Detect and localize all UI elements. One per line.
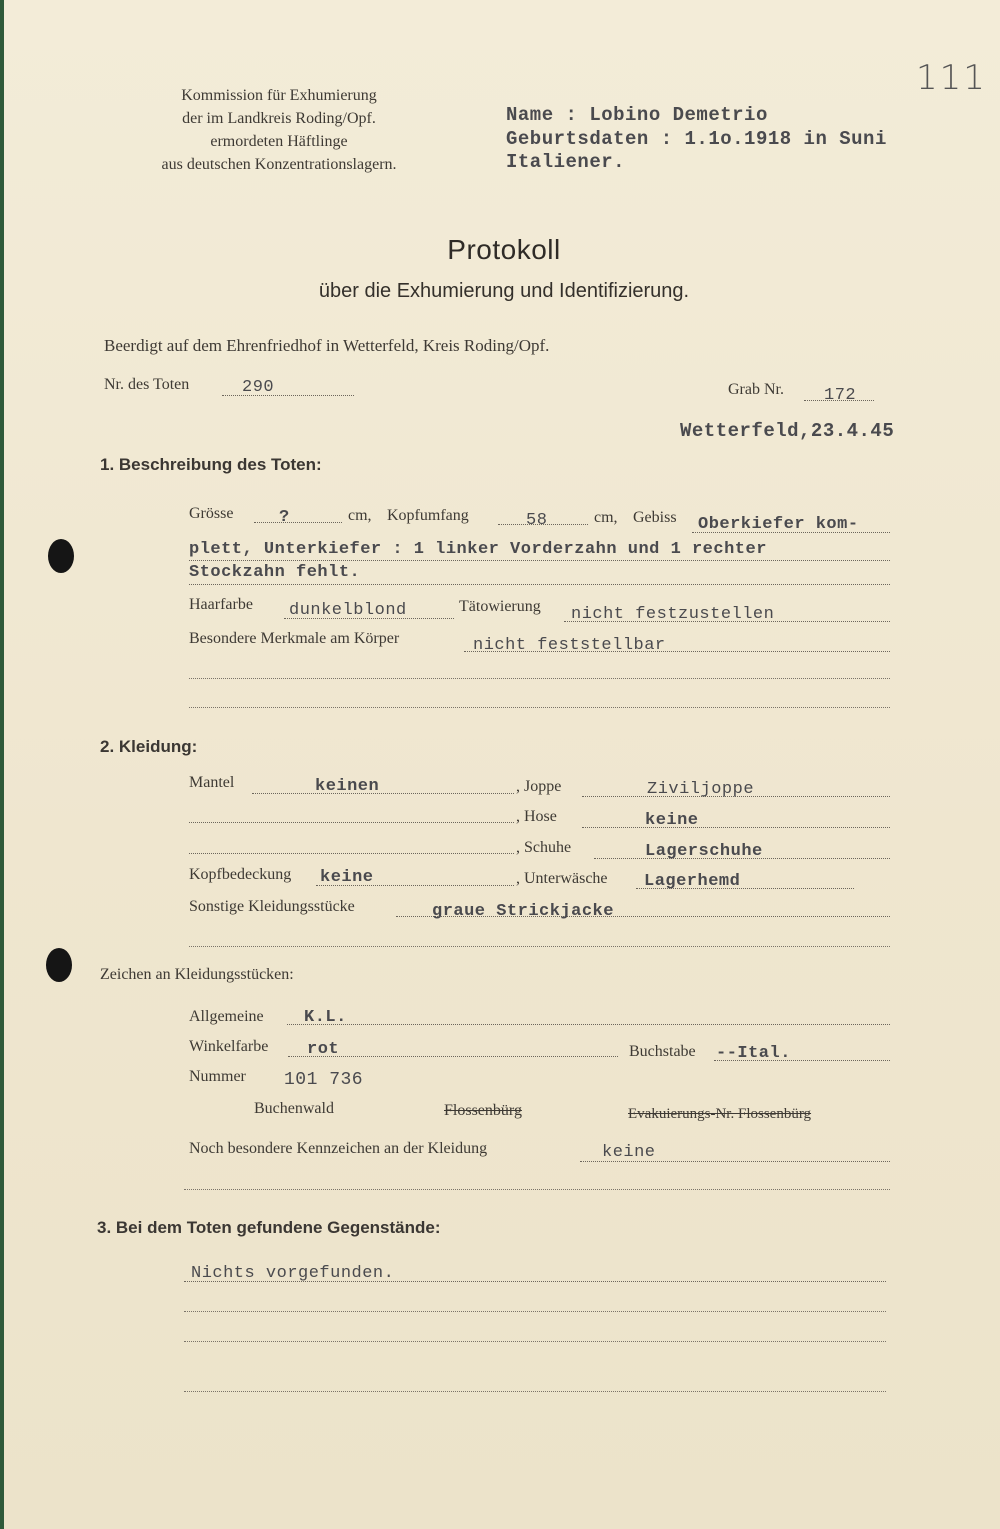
dead-number-value: 290 [242, 378, 275, 397]
teeth-value-3: Stockzahn fehlt. [189, 563, 361, 582]
tattoo-label: Tätowierung [459, 598, 541, 615]
cm-label-2: cm, [594, 509, 618, 526]
other-clothing-label: Sonstige Kleidungsstücke [189, 898, 355, 915]
other-marks-value: keine [602, 1143, 656, 1162]
marks-label: Besondere Merkmale am Körper [189, 630, 400, 647]
head-value: 58 [526, 511, 548, 530]
section-1-heading: 1. Beschreibung des Toten: [100, 455, 322, 474]
teeth-value-1: Oberkiefer kom- [698, 515, 859, 534]
coat-value: keinen [315, 777, 380, 796]
underwear-label: , Unterwäsche [516, 870, 608, 887]
general-value: K.L. [304, 1008, 347, 1027]
flossenburg-label: Flossenbürg [444, 1102, 522, 1119]
number-label: Nummer [189, 1068, 246, 1085]
grave-number-value: 172 [824, 386, 857, 405]
shoes-value: Lagerschuhe [645, 842, 763, 861]
cm-label-1: cm, [348, 507, 372, 524]
number-value: 101 736 [284, 1070, 364, 1090]
head-label: Kopfumfang [387, 507, 469, 524]
document-title: Protokoll [447, 234, 561, 265]
evacuation-label: Evakuierungs-Nr. Flossenbürg [628, 1106, 812, 1122]
tattoo-value: nicht festzustellen [571, 605, 775, 624]
punch-hole-bottom [46, 948, 72, 982]
hair-value: dunkelblond [289, 601, 407, 620]
letter-value: --Ital. [716, 1044, 791, 1063]
commission-line-1: Kommission für Exhumierung [181, 87, 377, 104]
nationality-line: Italiener. [506, 151, 626, 173]
commission-header [114, 84, 444, 176]
height-label: Grösse [189, 505, 234, 522]
other-marks-label: Noch besondere Kennzeichen an der Kleidung [189, 1140, 488, 1157]
grave-number-label: Grab Nr. [728, 381, 784, 398]
document-subtitle: über die Exhumierung und Identifizierung. [318, 280, 690, 302]
jacket-label: , Joppe [516, 778, 562, 795]
section-3-value: Nichts vorgefunden. [191, 1264, 395, 1283]
commission-line-4: aus deutschen Konzentrationslagern. [161, 156, 397, 173]
trousers-label: , Hose [516, 808, 557, 825]
page-number: 111 [916, 58, 987, 98]
trousers-value: keine [645, 811, 699, 830]
buchenwald-label: Buchenwald [254, 1100, 334, 1117]
letter-label: Buchstabe [629, 1043, 696, 1060]
marks-heading: Zeichen an Kleidungsstücken: [100, 966, 294, 983]
teeth-label: Gebiss [633, 509, 677, 526]
section-3-heading: 3. Bei dem Toten gefundene Gegenstände: [97, 1218, 441, 1237]
burial-line: Beerdigt auf dem Ehrenfriedhof in Wetterfeld, Kreis Roding/Opf. [104, 336, 550, 355]
color-value: rot [307, 1040, 340, 1059]
general-label: Allgemeine [189, 1008, 264, 1025]
color-label: Winkelfarbe [189, 1038, 269, 1055]
height-value: ? [279, 508, 290, 527]
punch-hole-top [48, 539, 74, 573]
place-date: Wetterfeld,23.4.45 [680, 420, 895, 442]
commission-line-3: ermordeten Häftlinge [210, 133, 348, 150]
headwear-value: keine [320, 868, 374, 887]
other-clothing-value: graue Strickjacke [432, 902, 614, 921]
name-line: Name : Lobino Demetrio [506, 104, 768, 126]
teeth-value-2: plett, Unterkiefer : 1 linker Vorderzahn und 1 rechter [189, 540, 767, 559]
shoes-label: , Schuhe [516, 839, 572, 856]
coat-label: Mantel [189, 774, 235, 791]
marks-value: nicht feststellbar [473, 636, 666, 655]
birth-line: Geburtsdaten : 1.1o.1918 in Suni [506, 128, 887, 150]
underwear-value: Lagerhemd [644, 872, 741, 891]
commission-line-2: der im Landkreis Roding/Opf. [182, 110, 376, 127]
headwear-label: Kopfbedeckung [189, 866, 292, 883]
jacket-value: Ziviljoppe [647, 780, 755, 799]
section-2-heading: 2. Kleidung: [100, 737, 198, 756]
dead-number-label: Nr. des Toten [104, 376, 190, 393]
hair-label: Haarfarbe [189, 596, 253, 613]
